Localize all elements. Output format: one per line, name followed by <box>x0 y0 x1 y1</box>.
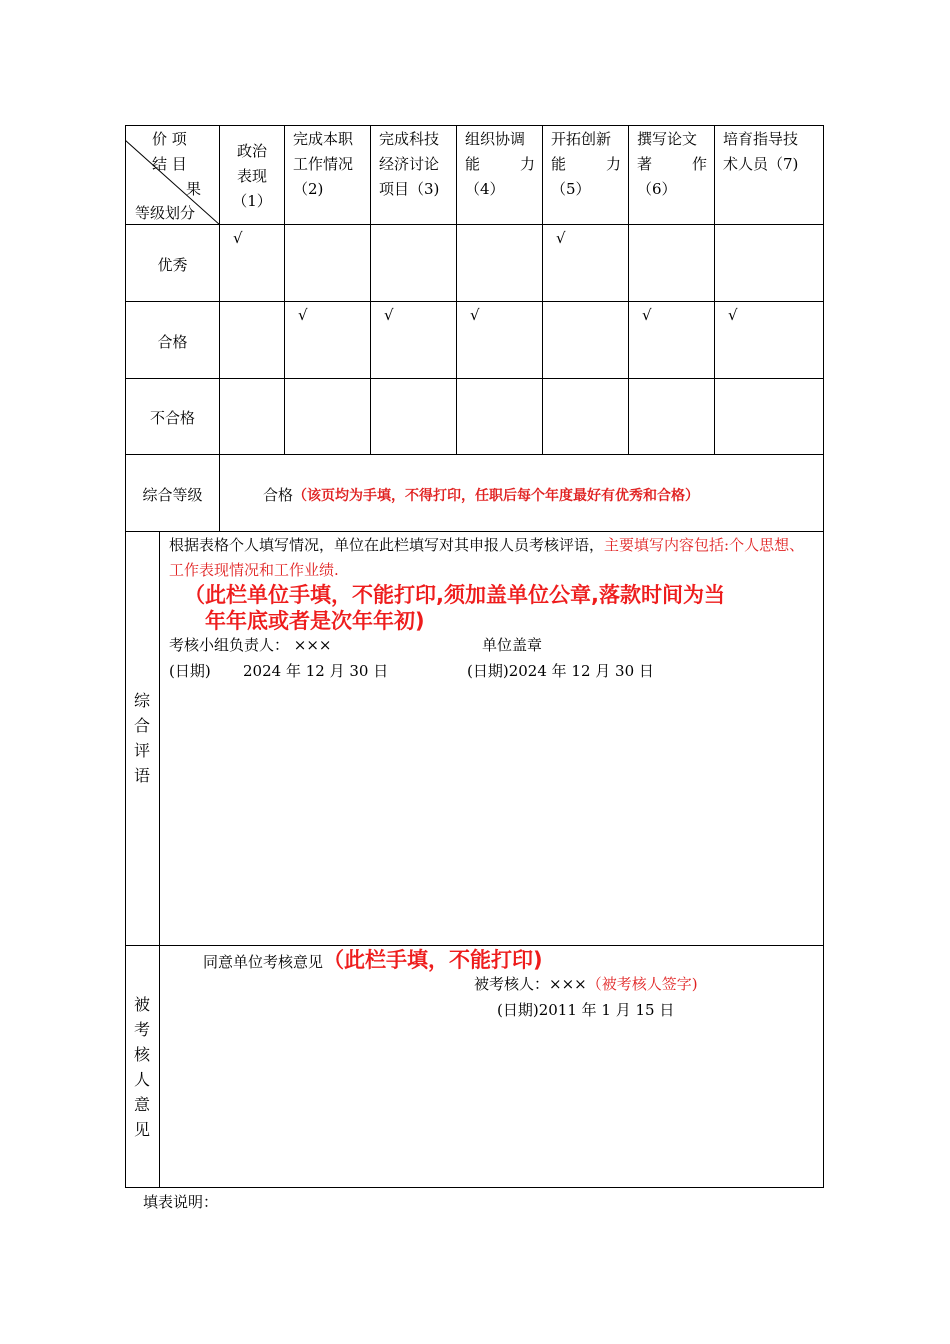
check-mark: √ <box>233 229 243 247</box>
row-label-fail: 不合格 <box>149 409 195 427</box>
header-col-3 <box>379 127 454 202</box>
evaluation-leader-label: 考核小组负责人： ××× <box>169 636 332 654</box>
evaluation-date-left-label: (日期) <box>169 662 211 680</box>
evaluation-side-char: 合 <box>133 716 150 735</box>
header-col-7-line1: 培育指导技 <box>723 130 799 148</box>
opinion-side-char: 意 <box>133 1095 150 1114</box>
header-col-6-line3: （6） <box>637 180 677 198</box>
opinion-person-label: 被考核人：××× <box>474 975 587 993</box>
corner-label-top: 价 项 <box>152 130 187 148</box>
corner-label-mid2: 果 <box>186 180 202 198</box>
header-col-6-line2b: 作 <box>691 155 707 173</box>
header-col-2 <box>293 127 368 202</box>
opinion-side-char: 见 <box>133 1120 150 1139</box>
header-col-5-line2a: 能 <box>551 155 567 173</box>
evaluation-intro-text: 根据表格个人填写情况，单位在此栏填写对其申报人员考核评语， <box>169 536 605 554</box>
row-label-excellent: 优秀 <box>157 256 188 274</box>
header-col-5-line2b: 力 <box>605 155 621 173</box>
overall-grade <box>263 484 699 505</box>
overall-grade-value: 合格 <box>263 486 294 504</box>
evaluation-big-note-1: （此栏单位手填，不能打印,须加盖单位公章,落款时间为当 <box>184 583 725 607</box>
header-col-1-line1: 政治 <box>236 142 267 160</box>
opinion-side-char: 考 <box>133 1020 150 1039</box>
header-col-5 <box>551 127 621 202</box>
header-col-2-line1: 完成本职 <box>293 130 354 148</box>
evaluation-side-char: 综 <box>133 691 150 710</box>
header-col-4-line2a: 能 <box>465 155 481 173</box>
evaluation-intro <box>169 533 817 583</box>
opinion-side-char: 被 <box>133 995 150 1014</box>
overall-grade-note: （该页均为手填，不得打印，任职后每个年度最好有优秀和合格） <box>293 488 700 504</box>
evaluation-side-char: 语 <box>133 766 150 785</box>
evaluation-seal-label: 单位盖章 <box>482 636 543 654</box>
corner-label-mid: 结 目 <box>152 155 187 173</box>
check-mark: √ <box>556 229 566 247</box>
header-col-5-line1: 开拓创新 <box>551 130 612 148</box>
opinion-person <box>474 973 698 994</box>
header-col-5-line3: （5） <box>551 180 591 198</box>
opinion-side-char: 核 <box>133 1045 150 1064</box>
opinion-agree-note: （此栏手填，不能打印) <box>323 948 543 972</box>
evaluation-date-right: (日期)2024 年 12 月 30 日 <box>467 662 654 680</box>
evaluation-date-left-value: 2024 年 12 月 30 日 <box>243 662 389 680</box>
corner-label-bottom: 等级划分 <box>135 204 196 222</box>
evaluation-intro-red: 主要填写内容包括:个人思想、工作表现情况和工作业绩. <box>169 536 805 579</box>
header-col-3-line1: 完成科技 <box>379 130 440 148</box>
header-col-7 <box>723 127 821 177</box>
evaluation-big-note-2: 年年底或者是次年年初) <box>205 609 425 633</box>
header-col-6-line2a: 著 <box>637 155 653 173</box>
header-col-1-line2: 表现 <box>236 167 267 185</box>
check-mark: √ <box>642 306 652 324</box>
check-mark: √ <box>470 306 480 324</box>
evaluation-side-char: 评 <box>133 741 150 760</box>
opinion-agree <box>203 947 543 975</box>
header-col-6 <box>637 127 707 202</box>
header-col-1 <box>220 139 284 214</box>
header-col-3-line2: 经济讨论 <box>379 155 440 173</box>
check-mark: √ <box>384 306 394 324</box>
header-col-4-line1: 组织协调 <box>465 130 526 148</box>
row-label-pass: 合格 <box>157 333 188 351</box>
header-col-2-line2: 工作情况 <box>293 155 354 173</box>
header-col-4 <box>465 127 535 202</box>
check-mark: √ <box>298 306 308 324</box>
row-label-overall: 综合等级 <box>142 486 203 504</box>
header-col-4-line2b: 力 <box>519 155 535 173</box>
header-col-3-line3: 项目（3) <box>379 180 440 198</box>
opinion-side-char: 人 <box>133 1070 150 1089</box>
check-mark: √ <box>728 306 738 324</box>
opinion-agree-text: 同意单位考核意见 <box>203 953 324 971</box>
opinion-person-note: （被考核人签字) <box>586 975 698 993</box>
header-col-7-line2: 术人员（7) <box>723 155 799 173</box>
opinion-date: (日期)2011 年 1 月 15 日 <box>497 1001 675 1019</box>
header-col-2-line3: （2) <box>293 180 324 198</box>
header-col-1-line3: （1） <box>232 192 272 210</box>
header-col-6-line1: 撰写论文 <box>637 130 698 148</box>
footer-note: 填表说明： <box>143 1193 219 1211</box>
header-col-4-line3: （4） <box>465 180 505 198</box>
